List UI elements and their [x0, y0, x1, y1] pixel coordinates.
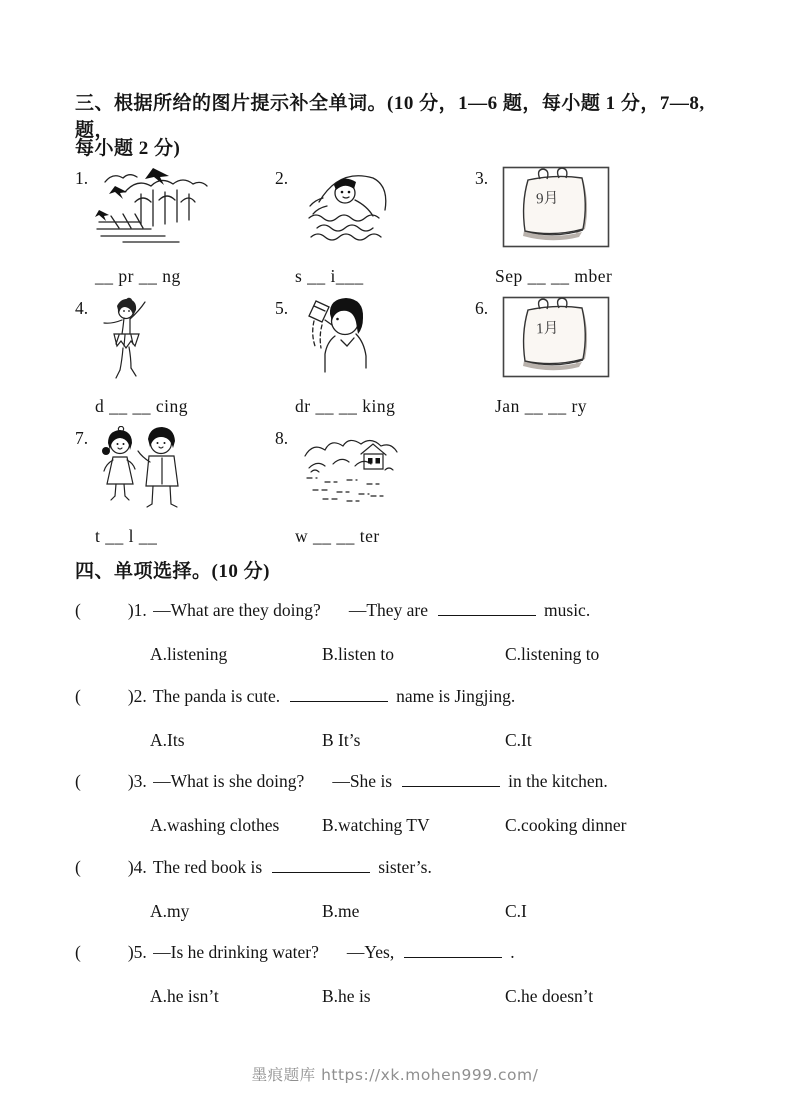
answer-blank: [404, 942, 502, 958]
dancing-girl-picture: [95, 296, 155, 382]
option-c: C.It: [505, 729, 532, 750]
picture-row: [475, 166, 725, 260]
word-item: [475, 166, 725, 296]
option-a: A.he isn’t: [150, 986, 219, 1006]
options-row: [75, 895, 755, 938]
question-number: )3.: [127, 771, 147, 791]
picture-row: [275, 166, 475, 260]
picture-row: [275, 426, 475, 520]
item-number: 6.: [475, 298, 489, 318]
option-a: A.my: [150, 900, 190, 921]
item-answer: d __ __ cing: [95, 396, 189, 416]
option-b: B.listen to: [322, 644, 394, 664]
question-number: )5.: [127, 942, 147, 962]
mc-question: [75, 937, 755, 1023]
option-c: C.listening to: [505, 644, 600, 664]
item-answer: dr __ __ king: [295, 396, 396, 416]
children-talking-picture: [95, 426, 189, 512]
item-number: 3.: [475, 168, 489, 188]
option-b: B.he is: [322, 986, 371, 1006]
bracket-open: (: [75, 771, 81, 791]
question-text: —Yes,: [346, 942, 395, 962]
item-number: 8.: [275, 428, 289, 448]
question-text: sister’s.: [378, 856, 432, 877]
option-c: C.I: [505, 900, 527, 921]
question-number: )4.: [127, 856, 147, 877]
answer-blank: [438, 600, 536, 616]
option-a: A.listening: [150, 644, 228, 664]
mc-question: [75, 681, 755, 767]
question-line: [75, 595, 755, 638]
bracket-open: (: [75, 600, 81, 620]
item-number: 4.: [75, 298, 89, 318]
option-c: C.he doesn’t: [505, 986, 594, 1006]
site-footer: 墨痕题库 https://xk.mohen999.com/: [251, 1066, 539, 1084]
mc-question: [75, 852, 755, 938]
question-text: name is Jingjing.: [396, 685, 516, 706]
question-number: )1.: [127, 600, 147, 620]
question-line: [75, 766, 755, 809]
boy-drinking-picture: [295, 296, 379, 382]
item-answer: w __ __ ter: [295, 526, 380, 546]
item-number: 5.: [275, 298, 289, 318]
options-row: [75, 638, 755, 681]
calendar-month-label: 9月: [535, 190, 559, 208]
calendar-month-label: 1月: [535, 320, 559, 338]
answer-blank: [272, 857, 370, 873]
word-item: [75, 426, 275, 556]
item-number: 7.: [75, 428, 89, 448]
question-text: —She is: [332, 771, 393, 791]
question-line: [75, 852, 755, 895]
word-item: [75, 296, 275, 426]
word-items-grid: [75, 166, 755, 556]
option-b: B It’s: [322, 729, 361, 750]
bracket-open: (: [75, 942, 81, 962]
question-text: music.: [544, 600, 591, 620]
word-item: [275, 426, 475, 556]
answer-blank: [402, 771, 500, 787]
option-a: A.washing clothes: [150, 815, 280, 835]
item-answer: s __ i___: [295, 266, 364, 286]
item-answer: Sep __ __ mber: [495, 266, 613, 286]
mc-question: [75, 595, 755, 681]
bracket-open: (: [75, 685, 81, 706]
options-row: [75, 809, 755, 852]
item-answer: __ pr __ ng: [95, 266, 181, 286]
question-text: —What are they doing?: [153, 600, 321, 620]
option-b: B.watching TV: [322, 815, 430, 835]
answer-blank: [290, 686, 388, 702]
swimming-child-picture: [295, 166, 395, 244]
section-three-title-line1: 三、根据所给的图片提示补全单词。(10 分，1—6 题，每小题 1 分，7—8,题，: [75, 93, 705, 141]
calendar-january-picture: [495, 296, 611, 378]
question-line: [75, 937, 755, 980]
word-item: [275, 296, 475, 426]
item-number: 1.: [75, 168, 89, 188]
calendar-september-picture: [495, 166, 611, 248]
picture-row: [475, 296, 725, 390]
option-c: C.cooking dinner: [505, 815, 627, 835]
item-answer: t __ l __: [95, 526, 158, 546]
question-number: )2.: [127, 685, 147, 706]
picture-row: [275, 296, 475, 390]
winter-scene-picture: [295, 426, 401, 504]
question-text: —They are: [348, 600, 429, 620]
picture-row: [75, 296, 275, 390]
option-a: A.Its: [150, 729, 185, 750]
section-three-title-line2: 每小题 2 分): [75, 138, 181, 159]
item-number: 2.: [275, 168, 289, 188]
section-four-title: 四、单项选择。(10 分): [75, 561, 270, 582]
word-item: [75, 166, 275, 296]
options-row: [75, 724, 755, 767]
mc-question: [75, 766, 755, 852]
question-line: [75, 681, 755, 724]
question-text: —What is she doing?: [153, 771, 305, 791]
options-row: [75, 980, 755, 1023]
question-text: in the kitchen.: [508, 771, 608, 791]
question-text: .: [510, 942, 515, 962]
question-text: The red book is: [152, 856, 263, 877]
item-answer: Jan __ __ ry: [495, 396, 588, 416]
word-item: [475, 296, 725, 426]
question-text: The panda is cute.: [152, 685, 281, 706]
option-b: B.me: [322, 900, 360, 921]
picture-row: [75, 166, 275, 260]
question-text: —Is he drinking water?: [153, 942, 319, 962]
picture-row: [75, 426, 275, 520]
word-item: [275, 166, 475, 296]
spring-scene-picture: [95, 166, 211, 246]
bracket-open: (: [75, 856, 81, 877]
multiple-choice-list: [75, 595, 755, 1023]
